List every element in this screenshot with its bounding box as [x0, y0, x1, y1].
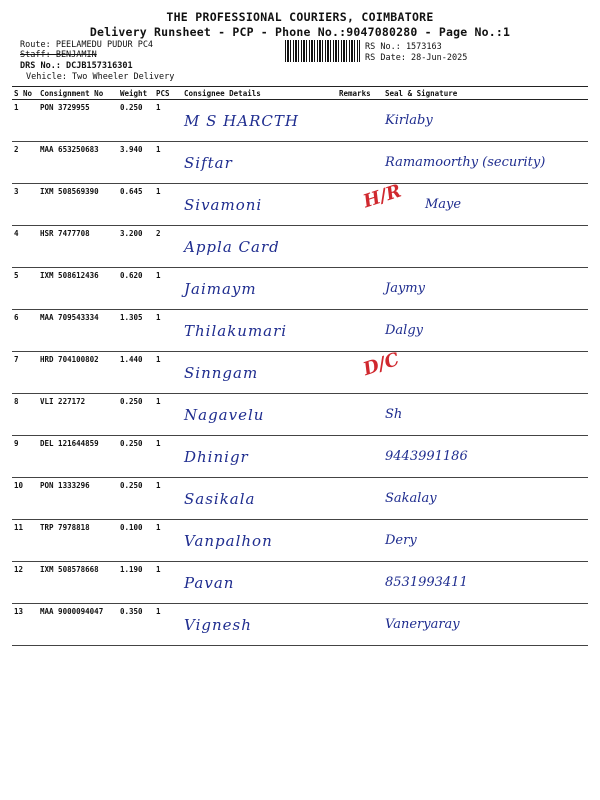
consignee-cell: Siftar — [182, 142, 337, 184]
consignment-cell: MAA 709543334 — [38, 310, 118, 352]
consignee-cell: Sasikala — [182, 478, 337, 520]
sno-cell: 1 — [12, 100, 38, 142]
remarks-cell — [337, 436, 383, 478]
signature-cell: Vaneryaray — [383, 604, 588, 646]
runsheet-table — [12, 86, 588, 646]
remarks-cell — [337, 310, 383, 352]
sno-cell: 8 — [12, 394, 38, 436]
weight-cell: 3.200 — [118, 226, 154, 268]
table-row — [12, 520, 588, 562]
consignment-cell: HSR 7477708 — [38, 226, 118, 268]
signature-cell: 9443991186 — [383, 436, 588, 478]
weight-cell: 1.305 — [118, 310, 154, 352]
signature-cell — [360, 180, 588, 226]
table-row — [12, 352, 588, 394]
pcs-cell: 1 — [154, 142, 182, 184]
remark-stamp: H/R — [360, 180, 404, 213]
consignee-cell: Appla Card — [182, 226, 337, 268]
weight-cell: 0.250 — [118, 394, 154, 436]
sno-cell: 10 — [12, 478, 38, 520]
sno-cell: 11 — [12, 520, 38, 562]
remarks-cell — [337, 268, 383, 310]
weight-cell: 0.620 — [118, 268, 154, 310]
pcs-cell: 2 — [154, 226, 182, 268]
sno-cell: 9 — [12, 436, 38, 478]
consignment-cell: DEL 121644859 — [38, 436, 118, 478]
company-title: THE PROFESSIONAL COURIERS, COIMBATORE — [166, 10, 434, 24]
col-sno: S No — [12, 87, 38, 100]
consignment-cell: IXM 508578668 — [38, 562, 118, 604]
consignment-cell: HRD 704100802 — [38, 352, 118, 394]
pcs-cell: 1 — [154, 436, 182, 478]
remarks-cell — [337, 478, 383, 520]
table-row — [12, 478, 588, 520]
table-row — [12, 562, 588, 604]
table-row — [12, 268, 588, 310]
weight-cell: 1.440 — [118, 352, 154, 394]
col-consignment: Consignment No — [38, 87, 118, 100]
remarks-cell — [337, 226, 383, 268]
consignee-cell: Vanpalhon — [182, 520, 337, 562]
sno-cell: 3 — [12, 184, 38, 226]
pcs-cell: 1 — [154, 562, 182, 604]
weight-cell: 0.100 — [118, 520, 154, 562]
pcs-cell: 1 — [154, 394, 182, 436]
sno-cell: 4 — [12, 226, 38, 268]
consignment-cell: PON 3729955 — [38, 100, 118, 142]
staff-label: Staff: BENJAMIN — [20, 50, 97, 60]
route-label: Route: PEELAMEDU PUDUR PC4 — [20, 40, 154, 50]
signature-text: Maye — [425, 197, 462, 212]
table-row — [12, 436, 588, 478]
runsheet-title: Delivery Runsheet - PCP - Phone No.:9047080280 - Page No.:1 — [89, 25, 511, 39]
rs-date: RS Date: 28-Jun-2025 — [365, 53, 468, 63]
drs-number: DRS No.: DCJB157316301 — [20, 61, 133, 71]
remarks-cell — [337, 562, 383, 604]
sno-cell: 13 — [12, 604, 38, 646]
rs-number: RS No.: 1573163 — [365, 42, 442, 52]
consignment-cell: MAA 653250683 — [38, 142, 118, 184]
signature-cell: Sakalay — [383, 478, 588, 520]
table-header-row — [12, 87, 588, 100]
table-row — [12, 142, 588, 184]
consignment-cell: TRP 7978818 — [38, 520, 118, 562]
weight-cell: 3.940 — [118, 142, 154, 184]
consignee-cell: Nagavelu — [182, 394, 337, 436]
consignee-cell: Sivamoni — [182, 184, 337, 226]
signature-cell: Jaymy — [383, 268, 588, 310]
signature-cell: 8531993411 — [383, 562, 588, 604]
consignee-cell: Thilakumari — [182, 310, 337, 352]
sno-cell: 7 — [12, 352, 38, 394]
col-pcs: PCS — [154, 87, 182, 100]
col-remarks: Remarks — [337, 87, 383, 100]
pcs-cell: 1 — [154, 268, 182, 310]
signature-cell: Dalgy — [383, 310, 588, 352]
signature-cell: Sh — [383, 394, 588, 436]
pcs-cell: 1 — [154, 478, 182, 520]
sno-cell: 2 — [12, 142, 38, 184]
col-weight: Weight — [118, 87, 154, 100]
weight-cell: 0.250 — [118, 100, 154, 142]
consignee-cell: M S HARCTH — [182, 100, 337, 142]
sno-cell: 6 — [12, 310, 38, 352]
consignee-cell: Sinngam — [182, 352, 337, 394]
table-row — [12, 226, 588, 268]
consignment-cell: IXM 508612436 — [38, 268, 118, 310]
table-row — [12, 100, 588, 142]
weight-cell: 0.350 — [118, 604, 154, 646]
weight-cell: 0.645 — [118, 184, 154, 226]
pcs-cell: 1 — [154, 352, 182, 394]
weight-cell: 0.250 — [118, 436, 154, 478]
table-row — [12, 604, 588, 646]
weight-cell: 1.190 — [118, 562, 154, 604]
sno-cell: 12 — [12, 562, 38, 604]
remarks-cell — [337, 100, 383, 142]
sno-cell: 5 — [12, 268, 38, 310]
pcs-cell: 1 — [154, 184, 182, 226]
vehicle-label: Vehicle: Two Wheeler Delivery — [26, 72, 175, 82]
remarks-cell — [337, 520, 383, 562]
table-row — [12, 394, 588, 436]
remarks-cell — [337, 142, 383, 184]
consignee-cell: Vignesh — [182, 604, 337, 646]
pcs-cell: 1 — [154, 100, 182, 142]
col-consignee: Consignee Details — [182, 87, 337, 100]
weight-cell: 0.250 — [118, 478, 154, 520]
signature-cell: Kirlaby — [383, 100, 588, 142]
consignment-cell: IXM 508569390 — [38, 184, 118, 226]
pcs-cell: 1 — [154, 604, 182, 646]
pcs-cell: 1 — [154, 520, 182, 562]
remark-stamp: D/C — [360, 348, 402, 381]
col-signature: Seal & Signature — [383, 87, 588, 100]
pcs-cell: 1 — [154, 310, 182, 352]
remarks-cell — [337, 394, 383, 436]
consignee-cell: Jaimaym — [182, 268, 337, 310]
table-row — [12, 184, 588, 226]
barcode — [285, 40, 360, 62]
consignment-cell: PON 1333296 — [38, 478, 118, 520]
signature-cell — [360, 348, 588, 394]
consignee-cell: Pavan — [182, 562, 337, 604]
consignment-cell: MAA 9000094047 — [38, 604, 118, 646]
signature-cell: Ramamoorthy (security) — [383, 142, 588, 184]
consignee-cell: Dhinigr — [182, 436, 337, 478]
remarks-cell — [337, 604, 383, 646]
table-row — [12, 310, 588, 352]
signature-cell: Dery — [383, 520, 588, 562]
signature-cell — [383, 226, 588, 268]
consignment-cell: VLI 227172 — [38, 394, 118, 436]
